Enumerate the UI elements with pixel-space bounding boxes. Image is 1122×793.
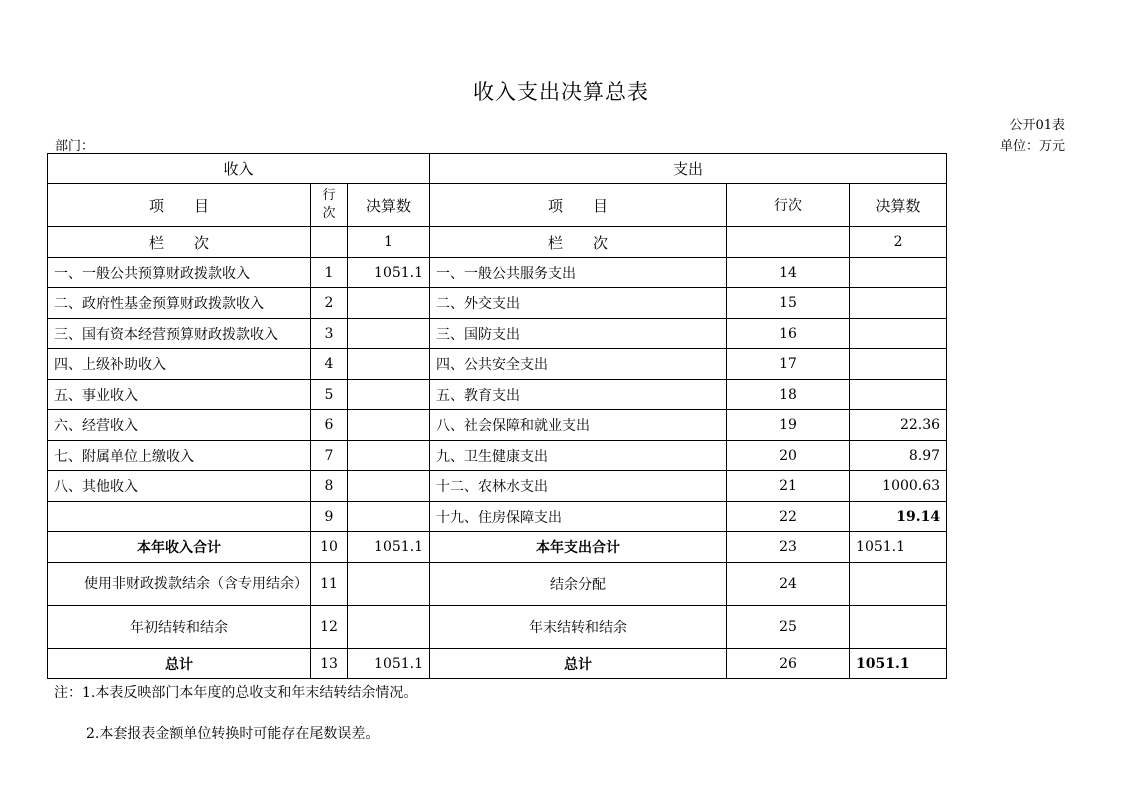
expense-line-no: 18 bbox=[727, 380, 850, 410]
line-no-header-char-1: 行 bbox=[322, 188, 336, 203]
income-line-no: 11 bbox=[311, 563, 348, 606]
income-item: 五、事业收入 bbox=[48, 380, 311, 410]
expense-year-total-amount: 1051.1 bbox=[850, 532, 947, 563]
expense-line-no: 16 bbox=[727, 319, 850, 349]
income-line-no: 7 bbox=[311, 441, 348, 471]
summary-table bbox=[47, 153, 947, 679]
income-item: 六、经营收入 bbox=[48, 410, 311, 441]
income-item-header: 项 目 bbox=[48, 184, 311, 227]
income-section-header: 收入 bbox=[48, 154, 430, 184]
balance-usage-row bbox=[48, 563, 947, 606]
closing-carryover-label: 年末结转和结余 bbox=[430, 606, 727, 649]
table-row bbox=[48, 349, 947, 380]
expense-item: 八、社会保障和就业支出 bbox=[430, 410, 727, 441]
income-amount-header: 决算数 bbox=[348, 184, 430, 227]
income-line-no: 10 bbox=[311, 532, 348, 563]
income-line-no: 3 bbox=[311, 319, 348, 349]
income-item: 四、上级补助收入 bbox=[48, 349, 311, 380]
expense-item: 一、一般公共服务支出 bbox=[430, 258, 727, 288]
carryover-row bbox=[48, 606, 947, 649]
income-item: 二、政府性基金预算财政拨款收入 bbox=[48, 288, 311, 319]
table-row bbox=[48, 441, 947, 471]
income-year-total-amount: 1051.1 bbox=[348, 532, 430, 563]
expense-column-index: 2 bbox=[850, 227, 947, 258]
expense-section-header: 支出 bbox=[430, 154, 947, 184]
line-no-header-char-2: 次 bbox=[322, 206, 336, 221]
income-line-no: 1 bbox=[311, 258, 348, 288]
section-header-row bbox=[48, 154, 947, 184]
grand-total-row bbox=[48, 649, 947, 679]
expense-amount bbox=[850, 258, 947, 288]
year-total-row bbox=[48, 532, 947, 563]
income-line-no: 8 bbox=[311, 471, 348, 502]
expense-line-no: 17 bbox=[727, 349, 850, 380]
income-amount bbox=[348, 606, 430, 649]
expense-amount: 19.14 bbox=[850, 502, 947, 532]
expense-amount: 22.36 bbox=[850, 410, 947, 441]
form-number: 公开01表 bbox=[1009, 118, 1065, 133]
expense-item: 二、外交支出 bbox=[430, 288, 727, 319]
income-item: 一、一般公共预算财政拨款收入 bbox=[48, 258, 311, 288]
expense-column-label: 栏 次 bbox=[430, 227, 727, 258]
income-amount bbox=[348, 441, 430, 471]
non-fiscal-balance-text: 使用非财政拨款结余（含专用结余） bbox=[84, 576, 308, 592]
income-line-no-header bbox=[311, 184, 348, 227]
income-item: 七、附属单位上缴收入 bbox=[48, 441, 311, 471]
column-header-row bbox=[48, 184, 947, 227]
income-amount bbox=[348, 319, 430, 349]
expense-line-no: 20 bbox=[727, 441, 850, 471]
income-line-no: 13 bbox=[311, 649, 348, 679]
income-line-no: 12 bbox=[311, 606, 348, 649]
expense-amount bbox=[850, 319, 947, 349]
income-amount: 1051.1 bbox=[348, 258, 430, 288]
expense-line-no: 19 bbox=[727, 410, 850, 441]
income-year-total-label: 本年收入合计 bbox=[48, 532, 311, 563]
income-amount bbox=[348, 380, 430, 410]
income-amount bbox=[348, 349, 430, 380]
expense-line-no-header: 行次 bbox=[727, 184, 850, 227]
expense-line-no: 21 bbox=[727, 471, 850, 502]
table-row bbox=[48, 471, 947, 502]
income-amount bbox=[348, 563, 430, 606]
expense-amount-header: 决算数 bbox=[850, 184, 947, 227]
income-column-label: 栏 次 bbox=[48, 227, 311, 258]
expense-item: 九、卫生健康支出 bbox=[430, 441, 727, 471]
table-row bbox=[48, 380, 947, 410]
department-label: 部门： bbox=[55, 139, 95, 154]
expense-item: 三、国防支出 bbox=[430, 319, 727, 349]
expense-amount bbox=[850, 380, 947, 410]
expense-amount bbox=[850, 349, 947, 380]
income-line-no: 6 bbox=[311, 410, 348, 441]
income-grand-total-label: 总计 bbox=[48, 649, 311, 679]
table-row bbox=[48, 258, 947, 288]
income-line-no: 4 bbox=[311, 349, 348, 380]
footnote-1: 注：1.本表反映部门本年度的总收支和年末结转结余情况。 bbox=[54, 685, 418, 701]
expense-year-total-label: 本年支出合计 bbox=[430, 532, 727, 563]
expense-item: 十九、住房保障支出 bbox=[430, 502, 727, 532]
non-fiscal-balance-label bbox=[48, 563, 311, 606]
income-item: 三、国有资本经营预算财政拨款收入 bbox=[48, 319, 311, 349]
expense-grand-total-label: 总计 bbox=[430, 649, 727, 679]
income-amount bbox=[348, 288, 430, 319]
expense-item: 十二、农林水支出 bbox=[430, 471, 727, 502]
income-amount bbox=[348, 410, 430, 441]
page-title: 收入支出决算总表 bbox=[473, 80, 649, 104]
footnote-2: 2.本套报表金额单位转换时可能存在尾数误差。 bbox=[86, 726, 380, 742]
empty-cell bbox=[311, 227, 348, 258]
expense-line-no: 24 bbox=[727, 563, 850, 606]
table-row bbox=[48, 410, 947, 441]
expense-item: 四、公共安全支出 bbox=[430, 349, 727, 380]
expense-line-no: 14 bbox=[727, 258, 850, 288]
income-grand-total-amount: 1051.1 bbox=[348, 649, 430, 679]
expense-amount: 1000.63 bbox=[850, 471, 947, 502]
table-row bbox=[48, 319, 947, 349]
expense-amount bbox=[850, 563, 947, 606]
opening-carryover-label: 年初结转和结余 bbox=[48, 606, 311, 649]
expense-item: 五、教育支出 bbox=[430, 380, 727, 410]
income-line-no: 9 bbox=[311, 502, 348, 532]
income-line-no: 2 bbox=[311, 288, 348, 319]
table-row bbox=[48, 502, 947, 532]
expense-amount: 8.97 bbox=[850, 441, 947, 471]
expense-item-header: 项 目 bbox=[430, 184, 727, 227]
income-amount bbox=[348, 502, 430, 532]
income-amount bbox=[348, 471, 430, 502]
expense-amount bbox=[850, 606, 947, 649]
expense-line-no: 25 bbox=[727, 606, 850, 649]
expense-line-no: 22 bbox=[727, 502, 850, 532]
expense-amount bbox=[850, 288, 947, 319]
income-column-index: 1 bbox=[348, 227, 430, 258]
income-line-no: 5 bbox=[311, 380, 348, 410]
unit-label: 单位：万元 bbox=[999, 139, 1065, 154]
expense-line-no: 15 bbox=[727, 288, 850, 319]
expense-line-no: 26 bbox=[727, 649, 850, 679]
income-item: 八、其他收入 bbox=[48, 471, 311, 502]
empty-cell bbox=[727, 227, 850, 258]
column-index-row bbox=[48, 227, 947, 258]
table-row bbox=[48, 288, 947, 319]
balance-distribution-label: 结余分配 bbox=[430, 563, 727, 606]
expense-grand-total-amount: 1051.1 bbox=[850, 649, 947, 679]
income-item bbox=[48, 502, 311, 532]
expense-line-no: 23 bbox=[727, 532, 850, 563]
